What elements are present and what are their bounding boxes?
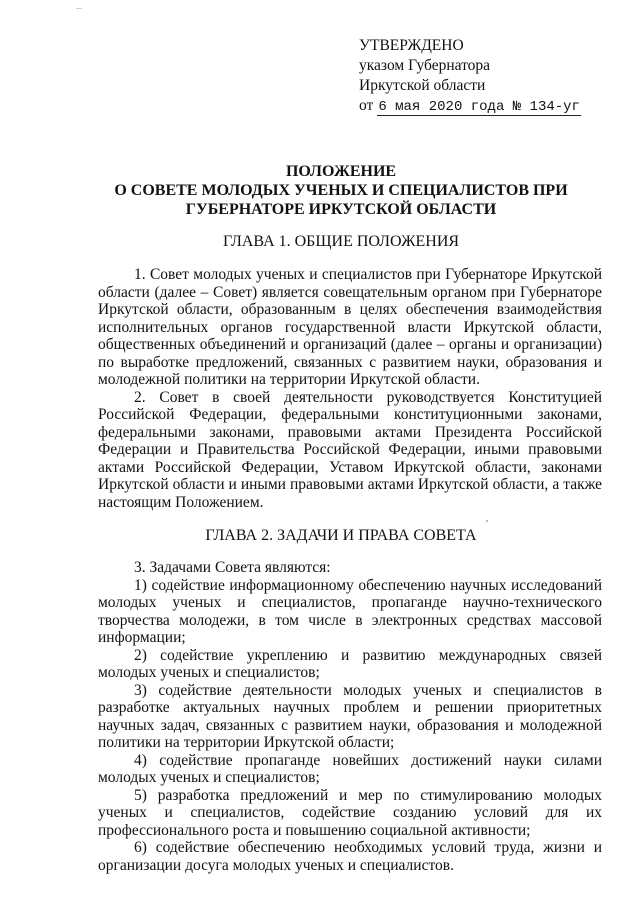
paragraph-1: 1. Совет молодых ученых и специалистов при Губернаторе Иркутской области (далее – Совет) является совещательным органом при Губернаторе Иркутской области, образованным в целях обеспечения взаимодействия исполнительных органов государственной власти Иркутской области, общественных объединений и организаций (далее – органы и организации) по выработке предложений, связанных с развитием науки, образования и молодежной политики на территории Иркутской области. [98, 266, 602, 388]
approval-date-line [359, 96, 599, 116]
approval-date-prefix: от [359, 97, 374, 114]
paragraph-2: 2. Совет в своей деятельности руководствуется Конституцией Российской Федерации, федеральными конституционными законами, федеральными законами, правовыми актами Президента Российской Федерации и Правительства Российской Федерации, иными правовыми актами Российской Федерации, Уставом Иркутской области, законами Иркутской области и иными правовыми актами Иркутской области, а также настоящим Положением. [98, 388, 602, 511]
list-item: 4) содействие пропаганде новейших достижений науки силами молодых ученых и специалистов; [98, 751, 602, 786]
document-title-line-2: О СОВЕТЕ МОЛОДЫХ УЧЕНЫХ И СПЕЦИАЛИСТОВ ПРИ [114, 182, 568, 199]
approval-line-decree: указом Губернатора [359, 57, 491, 74]
scan-speck [486, 520, 488, 522]
scan-mark [76, 8, 82, 9]
list-item: 3) содействие деятельности молодых ученых и специалистов в разработке актуальных научных проблем и решении приоритетных научных задач, связанных с развитием науки, образования и молодежной политики на территории Иркутской области; [98, 681, 602, 751]
list-item: 1) содействие информационному обеспечению научных исследований молодых ученых и специалистов, пропаганде научно-технического творчества молодежи, в том числе в электронных средствах массовой информации; [98, 576, 602, 646]
list-item: 5) разработка предложений и мер по стимулированию молодых ученых и специалистов, содействие созданию условий для их профессионального роста и повышению социальной активности; [98, 786, 602, 839]
approval-stamp [359, 36, 599, 116]
approval-date-value: 6 мая 2020 года № 134-уг [378, 99, 580, 115]
approval-line-approved: УТВЕРЖДЕНО [359, 37, 464, 54]
document-title-line-1: ПОЛОЖЕНИЕ [285, 163, 397, 180]
paragraph-3: 3. Задачами Совета являются: [134, 559, 331, 576]
document-title-line-3: ГУБЕРНАТОРЕ ИРКУТСКОЙ ОБЛАСТИ [185, 201, 497, 218]
approval-line-region: Иркутской области [359, 77, 486, 94]
list-item: 2) содействие укреплению и развитию международных связей молодых ученых и специалистов; [98, 646, 602, 681]
chapter-1-heading: ГЛАВА 1. ОБЩИЕ ПОЛОЖЕНИЯ [222, 233, 460, 250]
chapter-2-heading: ГЛАВА 2. ЗАДАЧИ И ПРАВА СОВЕТА [205, 527, 477, 544]
chapter-1-body [98, 266, 602, 511]
document-title [80, 162, 602, 219]
list-item: 6) содействие обеспечению необходимых условий труда, жизни и организации досуга молодых ученых и специалистов. [98, 839, 602, 874]
chapter-2-body [98, 559, 602, 874]
